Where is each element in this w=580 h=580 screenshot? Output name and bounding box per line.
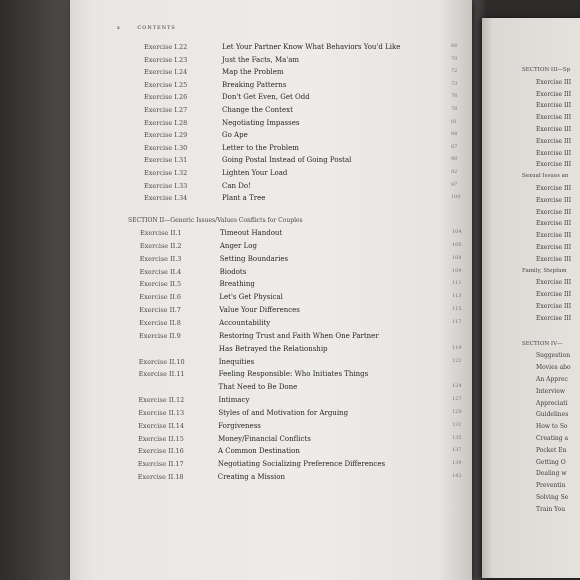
toc-exercise-title: Negotiating Socializing Preference Differences [217, 460, 386, 469]
right-page-toc-row: Exercise III [536, 196, 572, 204]
toc-page-number: 73 [451, 80, 458, 87]
toc-exercise-number: Exercise I.29 [144, 131, 188, 140]
toc-exercise-number: Exercise II.12 [138, 396, 185, 405]
toc-row [138, 396, 462, 408]
toc-exercise-number: Exercise II.8 [139, 318, 181, 327]
toc-exercise-title: Feeling Responsible: Who Initiates Things [218, 370, 369, 379]
toc-exercise-number: Exercise I.34 [144, 194, 188, 203]
toc-exercise-number: Exercise II.9 [139, 331, 181, 340]
toc-row [140, 242, 462, 254]
toc-row [144, 156, 461, 168]
toc-exercise-number: Exercise I.27 [144, 106, 188, 114]
toc-exercise-number: Exercise II.11 [138, 370, 185, 379]
right-page-toc-row: Exercise III [536, 102, 572, 110]
toc-row [144, 131, 461, 143]
toc-page-number: 124 [451, 383, 462, 390]
toc-row [139, 358, 462, 370]
toc-page-number: 76 [451, 93, 458, 100]
toc-exercise-title: Lighten Your Load [222, 169, 288, 177]
toc-page-number: 135 [451, 434, 462, 441]
toc-exercise-number: Exercise II.1 [140, 229, 182, 237]
toc-page-number: 137 [451, 447, 462, 454]
right-page-toc-row: Solving Se [536, 494, 569, 501]
toc-exercise-title: Don't Get Even, Get Odd [222, 93, 310, 102]
toc-row [144, 93, 461, 105]
toc-exercise-number: Exercise II.13 [138, 408, 185, 417]
toc-row [139, 383, 462, 395]
running-head-page-number: x [117, 25, 121, 31]
toc-exercise-title: Breaking Patterns [222, 80, 287, 89]
toc-row [138, 447, 462, 459]
toc-exercise-title: Let Your Partner Know What Behaviors You'd Like [222, 43, 401, 51]
toc-exercise-number: Exercise I.23 [144, 55, 188, 64]
right-page-toc-row: Guidelines [536, 411, 569, 419]
toc-row [140, 255, 462, 267]
right-page-toc-row: Exercise III [536, 114, 572, 122]
right-page-toc-row: Exercise III [536, 90, 572, 98]
toc-exercise-title: Go Ape [222, 131, 248, 140]
toc-page-number: 142 [451, 473, 462, 480]
toc-row [144, 43, 461, 55]
toc-exercise-title: Restoring Trust and Faith When One Partner [219, 331, 379, 340]
right-page-toc-row: Interview [536, 387, 566, 395]
toc-row [140, 280, 462, 292]
toc-exercise-title: Money/Financial Conflicts [218, 434, 311, 443]
toc-exercise-title: Just the Facts, Ma'am [222, 55, 300, 64]
right-page-section-heading: Family, Stepfam [522, 267, 567, 274]
toc-page-number: 92 [451, 169, 458, 175]
running-head [117, 25, 176, 31]
toc-row [139, 332, 462, 344]
toc-page-number: 100 [451, 194, 461, 201]
toc-page-number: 78 [451, 106, 458, 112]
toc-row [140, 229, 462, 241]
right-page-toc-row: Exercise III [536, 291, 572, 299]
toc-row [144, 68, 461, 80]
right-page-toc-row: Pocket En [536, 446, 567, 454]
right-page-toc-row: An Apprec [536, 376, 568, 383]
toc-row [144, 144, 461, 156]
toc-exercise-title: Styles of and Motivation for Arguing [218, 408, 349, 417]
toc-exercise-title: Creating a Mission [217, 473, 285, 482]
toc-exercise-title: Inequities [218, 357, 255, 366]
toc-exercise-title: Setting Boundaries [219, 254, 289, 263]
right-page-toc-row: Dealing w [536, 470, 567, 478]
toc-page-number: 66 [451, 43, 458, 49]
right-page-toc-row: How to So [536, 423, 568, 431]
right-page-toc-row: Exercise III [536, 149, 572, 157]
toc-exercise-number: Exercise I.31 [144, 156, 188, 165]
toc-exercise-title: Negotiating Impasses [222, 118, 300, 127]
right-page-toc-row: Appreciati [536, 399, 568, 407]
toc-exercise-title: A Common Destination [217, 447, 300, 456]
toc-row [144, 81, 461, 93]
toc-page-number: 109 [451, 267, 462, 274]
toc-page-number: 104 [452, 229, 462, 235]
toc-exercise-number: Exercise II.5 [139, 280, 182, 289]
toc-row [139, 370, 462, 382]
toc-row [144, 194, 461, 206]
toc-exercise-title: Breathing [219, 280, 255, 289]
toc-page-number: 139 [451, 460, 462, 467]
right-page-toc-row: Exercise III [536, 279, 572, 287]
right-page-toc-row: Preventin [536, 482, 566, 490]
toc-exercise-number: Exercise II.6 [139, 293, 182, 302]
toc-exercise-title: Intimacy [218, 396, 250, 405]
toc-exercise-number: Exercise II.17 [137, 460, 184, 469]
toc-row [139, 293, 462, 305]
toc-exercise-title: Letter to the Problem [222, 143, 299, 152]
toc-exercise-title: Value Your Differences [219, 306, 300, 315]
toc-page-number: 90 [451, 156, 458, 163]
toc-exercise-title: Change the Context [222, 106, 293, 114]
toc-row [138, 435, 462, 447]
toc-page-number: 81 [451, 118, 458, 125]
toc-exercise-title: Can Do! [222, 181, 251, 190]
toc-page-number: 131 [451, 421, 462, 428]
toc-page-number: 129 [451, 408, 462, 415]
toc-exercise-number: Exercise I.32 [144, 169, 188, 177]
toc-exercise-number: Exercise II.7 [139, 306, 181, 315]
right-page-section-heading: SECTION IV— [522, 340, 563, 347]
toc-exercise-title: That Need to Be Done [218, 383, 298, 392]
toc-exercise-number: Exercise I.22 [144, 43, 188, 51]
toc-page-number: 117 [451, 318, 462, 325]
toc-row [144, 182, 461, 194]
toc-page-number: 70 [451, 55, 458, 62]
right-page-toc-row: Exercise III [536, 161, 572, 169]
toc-exercise-title: Biodots [219, 267, 247, 276]
right-page-toc-row: Exercise III [536, 137, 572, 145]
toc-page-number: 115 [451, 306, 462, 313]
toc-page-number: 87 [451, 143, 458, 150]
section-2-heading: SECTION II—Generic Issues/Values Conflicts for Couples [128, 217, 303, 224]
toc-exercise-number: Exercise II.3 [139, 254, 182, 263]
toc-page-number: 97 [451, 181, 458, 188]
toc-exercise-title: Forgiveness [218, 421, 261, 430]
toc-row [144, 169, 461, 181]
right-page-toc-row: Exercise III [536, 314, 572, 322]
toc-exercise-number: Exercise II.15 [138, 434, 184, 443]
toc-page-number: 113 [451, 293, 462, 300]
toc-exercise-number: Exercise I.24 [144, 68, 188, 77]
toc-page-number: 127 [451, 396, 462, 403]
toc-exercise-number: Exercise II.14 [138, 421, 184, 430]
toc-page-number: 121 [451, 357, 462, 364]
toc-exercise-title: Accountability [219, 318, 271, 327]
toc-row [144, 56, 461, 68]
right-page-toc-row: Creating a [536, 435, 569, 442]
toc-row [138, 460, 462, 472]
toc-page-number: 106 [451, 241, 462, 248]
right-page-section-heading: SECTION III—Sp [522, 67, 571, 73]
toc-page-number: 84 [451, 131, 458, 138]
toc-page-number: 119 [451, 344, 462, 351]
right-page-toc-row: Exercise III [536, 232, 572, 240]
toc-row [139, 345, 462, 357]
right-page-toc-row: Exercise III [536, 220, 572, 228]
toc-row [139, 306, 462, 318]
toc-row [138, 473, 462, 485]
toc-exercise-number: Exercise II.16 [137, 447, 184, 456]
toc-row [138, 409, 462, 421]
toc-exercise-title: Map the Problem [222, 68, 284, 77]
toc-row [144, 119, 461, 131]
right-page-toc-row: Exercise III [536, 208, 572, 216]
toc-exercise-title: Anger Log [219, 241, 257, 250]
toc-row [139, 319, 462, 331]
toc-exercise-number: Exercise II.2 [139, 241, 182, 250]
right-page-toc-row: Exercise III [536, 126, 572, 133]
toc-page-number: 108 [451, 254, 462, 261]
toc-row [138, 422, 462, 434]
right-page-toc-row: Getting O [536, 458, 566, 466]
toc-exercise-title: Plant a Tree [222, 194, 266, 203]
toc-exercise-number: Exercise I.30 [144, 143, 188, 152]
toc-exercise-number: Exercise I.26 [144, 93, 188, 102]
toc-exercise-title: Let's Get Physical [219, 293, 283, 302]
right-page-toc-row: Movies abo [536, 364, 571, 372]
toc-page-number: 72 [451, 68, 458, 75]
toc-exercise-number: Exercise II.18 [137, 473, 184, 482]
right-page-toc-row: Exercise III [536, 255, 572, 263]
toc-exercise-number: Exercise I.33 [144, 181, 188, 190]
right-page-toc-row: Suggestion [536, 352, 571, 360]
right-page-section-heading: Sexual Issues an [522, 173, 569, 180]
toc-page-number: 111 [451, 280, 462, 287]
toc-exercise-number: Exercise I.28 [144, 118, 188, 127]
running-head-label: CONTENTS [137, 25, 176, 31]
toc-exercise-title: Has Betrayed the Relationship [218, 344, 328, 353]
right-page-toc-row: Exercise III [536, 185, 572, 192]
right-page-toc-row: Exercise III [536, 303, 572, 310]
toc-row [140, 268, 462, 280]
right-page-toc-row: Exercise III [536, 78, 572, 86]
toc-exercise-number: Exercise II.4 [139, 267, 182, 276]
toc-exercise-title: Going Postal Instead of Going Postal [222, 156, 352, 165]
toc-exercise-number: Exercise II.10 [138, 357, 185, 366]
toc-exercise-number: Exercise I.25 [144, 80, 188, 89]
right-page-toc-row: Train You [536, 505, 566, 513]
right-page-toc-row: Exercise III [536, 244, 572, 251]
toc-exercise-title: Timeout Handout [220, 229, 283, 237]
toc-row [144, 106, 461, 118]
